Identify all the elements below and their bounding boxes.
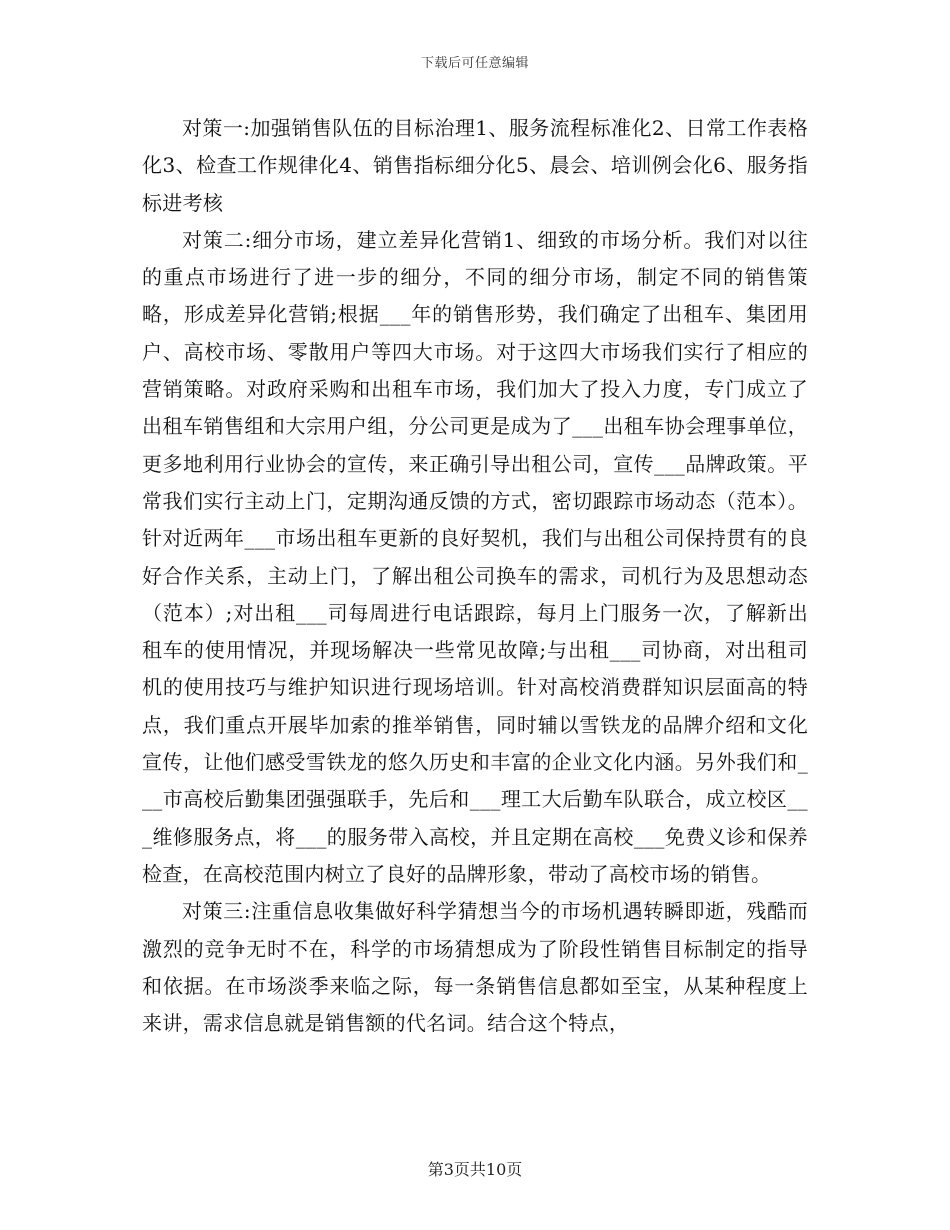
page-header: 下载后可任意编辑 — [420, 56, 529, 71]
paragraph-strategy-2: 对策二:细分市场，建立差异化营销1、细致的市场分析。我们对以往的重点市场进行了进一步的细分，不同的细分市场，制定不同的销售策略，形成差异化营销;根据___年的销售形势，我们确定了出租车、集团用户、高校市场、零散用户等四大市场。对于这四大市场我们实行了相应的营销策略。对政府采购和出租车市场，我们加大了投入力度，专门成立了出租车销售组和大宗用户组，分公司更是成为了___出租车协会理事单位，更多地利用行业协会的宣传，来正确引导出租公司，宣传___品牌政策。平常我们实行主动上门，定期沟通反馈的方式，密切跟踪市场动态（范本）。针对近两年___市场出租车更新的良好契机，我们与出租公司保持贯有的良好合作关系，主动上门，了解出租公司换车的需求，司机行为及思想动态（范本）;对出租___司每周进行电话跟踪，每月上门服务一次，了解新出租车的使用情况，并现场解决一些常见故障;与出租___司协商，对出租司机的使用技巧与维护知识进行现场培训。针对高校消费群知识层面高的特点，我们重点开展毕加索的推举销售，同时辅以雪铁龙的品牌介绍和文化宣传，让他们感受雪铁龙的悠久历史和丰富的企业文化内涵。另外我们和___市高校后勤集团强强联手，先后和___理工大后勤车队联合，成立校区___维修服务点，将___的服务带入高校，并且定期在高校___免费义诊和保养检查，在高校范围内树立了良好的品牌形象，带动了高校市场的销售。 — [142, 227, 808, 886]
page-number-footer: 第3页共10页 — [427, 1160, 523, 1179]
paragraph-strategy-1: 对策一:加强销售队伍的目标治理1、服务流程标准化2、日常工作表格化3、检查工作规律化4、销售指标细分化5、晨会、培训例会化6、服务指标进考核 — [142, 116, 808, 215]
document-body — [142, 110, 808, 1042]
paragraph-strategy-3: 对策三:注重信息收集做好科学猜想当今的市场机遇转瞬即逝，残酷而激烈的竞争无时不在，科学的市场猜想成为了阶段性销售目标制定的指导和依据。在市场淡季来临之际，每一条销售信息都如至宝，从某种程度上来讲，需求信息就是销售额的代名词。结合这个特点， — [142, 899, 808, 1036]
